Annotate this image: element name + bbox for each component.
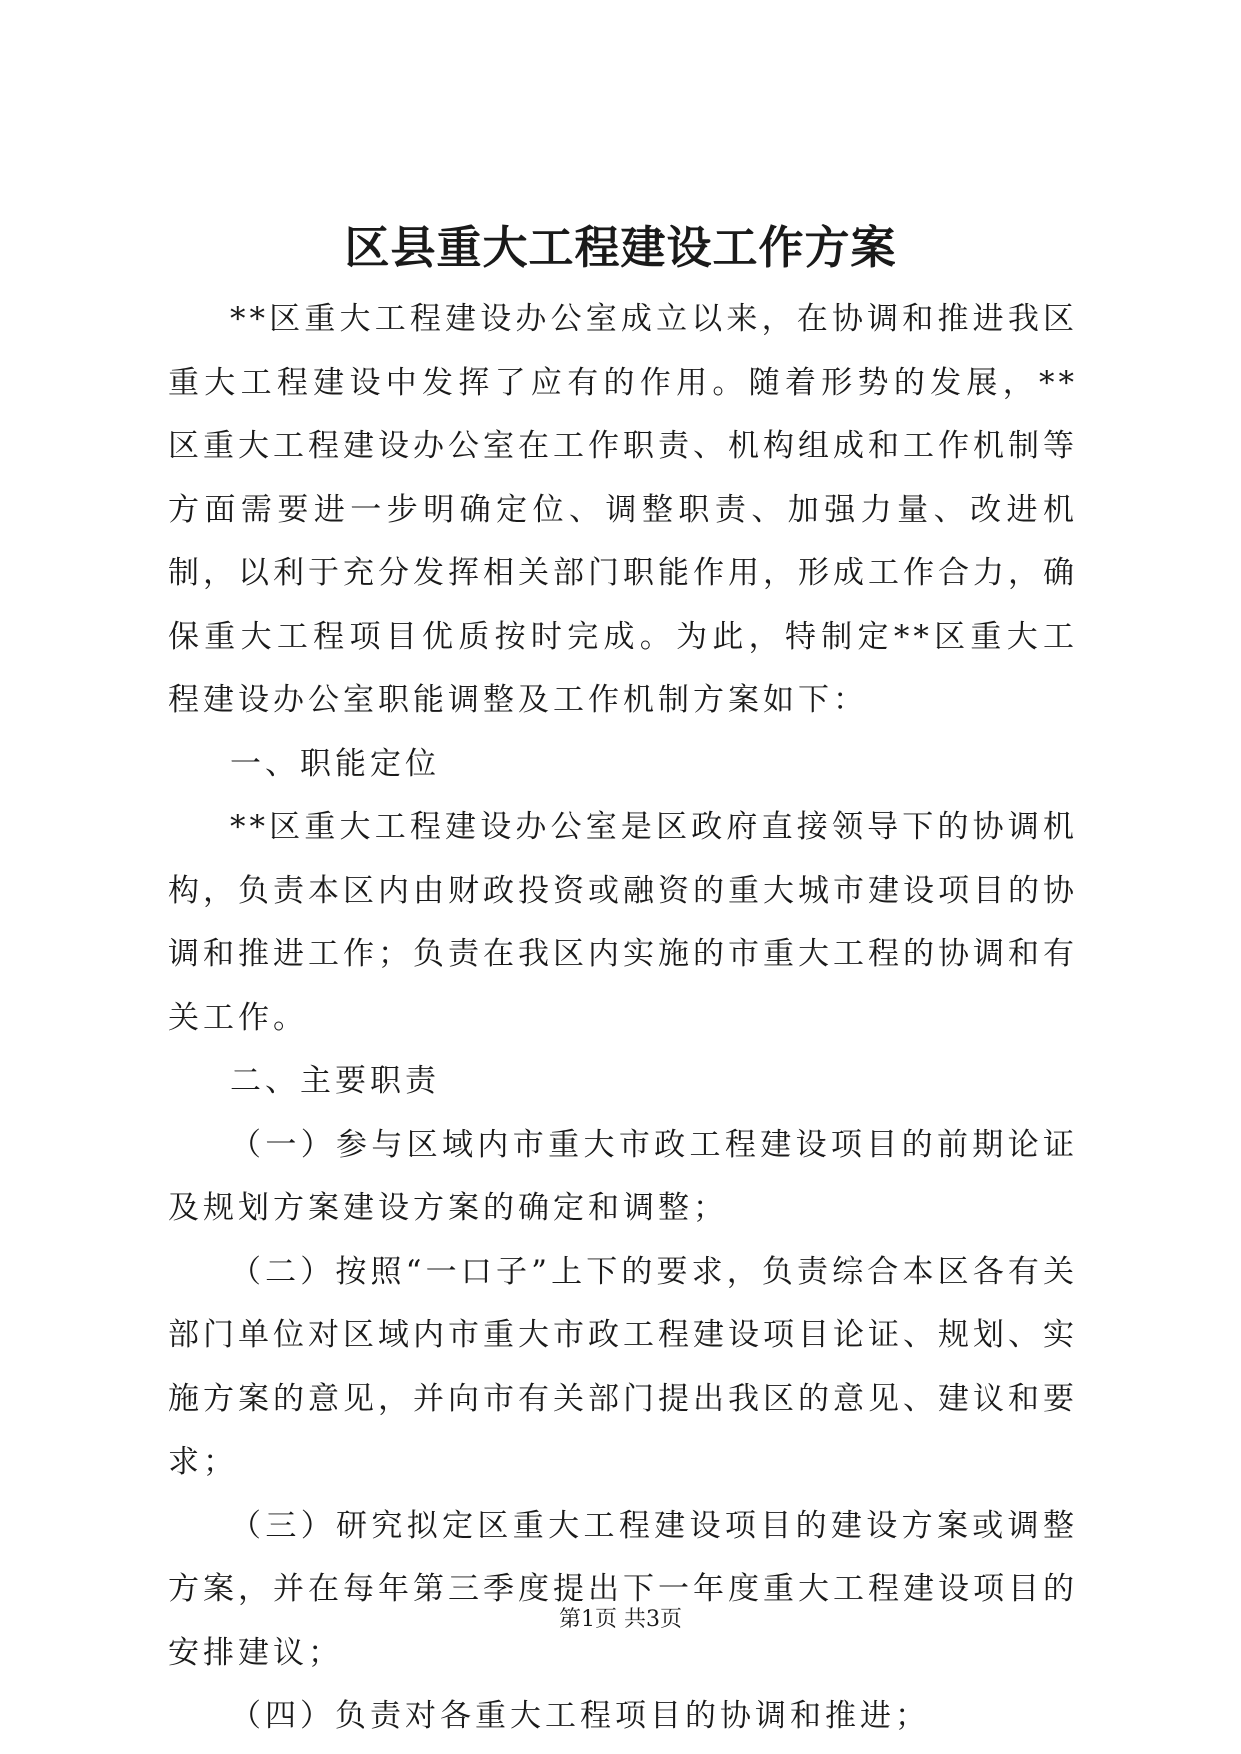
duty-item-1: （一）参与区域内市重大市政工程建设项目的前期论证及规划方案建设方案的确定和调整；: [168, 1126, 1078, 1226]
section-heading-positioning: 一、职能定位: [230, 745, 440, 782]
page-number-footer: 第1页 共3页: [559, 1607, 682, 1632]
document-title: 区县重大工程建设工作方案: [344, 221, 897, 274]
document-body: [168, 288, 1078, 1749]
intro-paragraph: **区重大工程建设办公室成立以来，在协调和推进我区重大工程建设中发挥了应有的作用。随着形势的发展，**区重大工程建设办公室在工作职责、机构组成和工作机制等方面需要进一步明确定位、调整职责、加强力量、改进机制，以利于充分发挥相关部门职能作用，形成工作合力，确保重大工程项目优质按时完成。为此，特制定**区重大工程建设办公室职能调整及工作机制方案如下：: [168, 301, 1078, 718]
duty-item-4: （四）负责对各重大工程项目的协调和推进；: [230, 1698, 930, 1734]
duty-item-3: （三）研究拟定区重大工程建设项目的建设方案或调整方案，并在每年第三季度提出下一年度重大工程建设项目的安排建议；: [168, 1507, 1078, 1671]
positioning-paragraph: **区重大工程建设办公室是区政府直接领导下的协调机构，负责本区内由财政投资或融资的重大城市建设项目的协调和推进工作；负责在我区内实施的市重大工程的协调和有关工作。: [168, 809, 1078, 1036]
section-heading-duties: 二、主要职责: [230, 1063, 440, 1099]
duty-item-2: （二）按照“一口子”上下的要求，负责综合本区各有关部门单位对区域内市重大市政工程建设项目论证、规划、实施方案的意见，并向市有关部门提出我区的意见、建议和要求；: [168, 1253, 1078, 1480]
